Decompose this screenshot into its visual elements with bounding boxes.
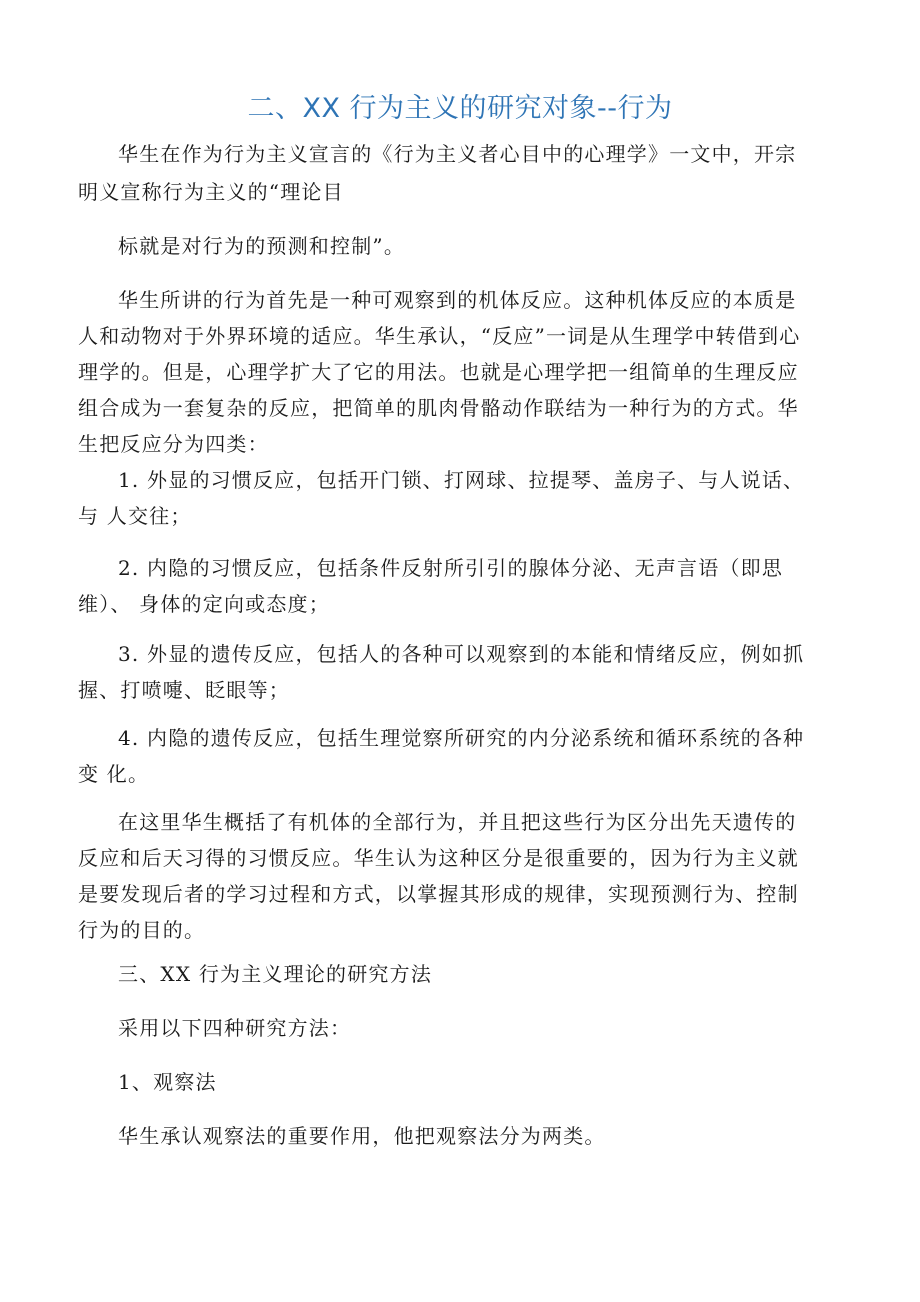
list-item-line: 3. 外显的遗传反应，包括人的各种可以观察到的本能和情绪反应，例如抓 — [118, 642, 805, 666]
paragraph-line: 行为的目的。 — [78, 918, 206, 942]
paragraph-line: 在这里华生概括了有机体的全部行为，并且把这些行为区分出先天遗传的 — [118, 810, 797, 834]
paragraph-line: 华生承认观察法的重要作用，他把观察法分为两类。 — [118, 1124, 606, 1148]
paragraph-line: 标就是对行为的预测和控制”。 — [118, 234, 406, 258]
list-item-line: 维）、 身体的定向或态度； — [78, 592, 330, 616]
paragraph-line: 反应和后天习得的习惯反应。华生认为这种区分是很重要的，因为行为主义就 — [78, 846, 799, 870]
list-item-line: 1. 外显的习惯反应，包括开门锁、打网球、拉提琴、盖房子、与人说话、 — [118, 468, 805, 492]
subsection-heading: 1、观察法 — [118, 1070, 217, 1094]
list-item-line: 变 化。 — [78, 762, 150, 786]
list-item-line: 握、打喷嚏、眨眼等； — [78, 678, 290, 702]
paragraph-line: 采用以下四种研究方法： — [118, 1016, 352, 1040]
paragraph-line: 华生在作为行为主义宣言的《行为主义者心目中的心理学》一文中，开宗 — [118, 142, 797, 166]
paragraph-line: 组合成为一套复杂的反应，把简单的肌肉骨骼动作联结为一种行为的方式。华 — [78, 396, 799, 420]
paragraph-line: 理学的。但是，心理学扩大了它的用法。也就是心理学把一组简单的生理反应 — [78, 360, 799, 384]
paragraph-line: 是要发现后者的学习过程和方式，以掌握其形成的规律，实现预测行为、控制 — [78, 882, 799, 906]
section-title: 二、XX 行为主义的研究对象--行为 — [247, 93, 673, 124]
list-item-line: 4. 内隐的遗传反应，包括生理觉察所研究的内分泌系统和循环系统的各种 — [118, 726, 805, 750]
paragraph-line: 明义宣称行为主义的“理论目 — [78, 180, 344, 204]
paragraph-line: 人和动物对于外界环境的适应。华生承认，“反应”一词是从生理学中转借到心 — [78, 324, 801, 348]
list-item-line: 与 人交往； — [78, 504, 192, 528]
paragraph-line: 华生所讲的行为首先是一种可观察到的机体反应。这种机体反应的本质是 — [118, 288, 797, 312]
section-heading: 三、XX 行为主义理论的研究方法 — [118, 962, 433, 986]
paragraph-line: 生把反应分为四类： — [78, 432, 269, 456]
list-item-line: 2. 内隐的习惯反应，包括条件反射所引引的腺体分泌、无声言语（即思 — [118, 556, 784, 580]
